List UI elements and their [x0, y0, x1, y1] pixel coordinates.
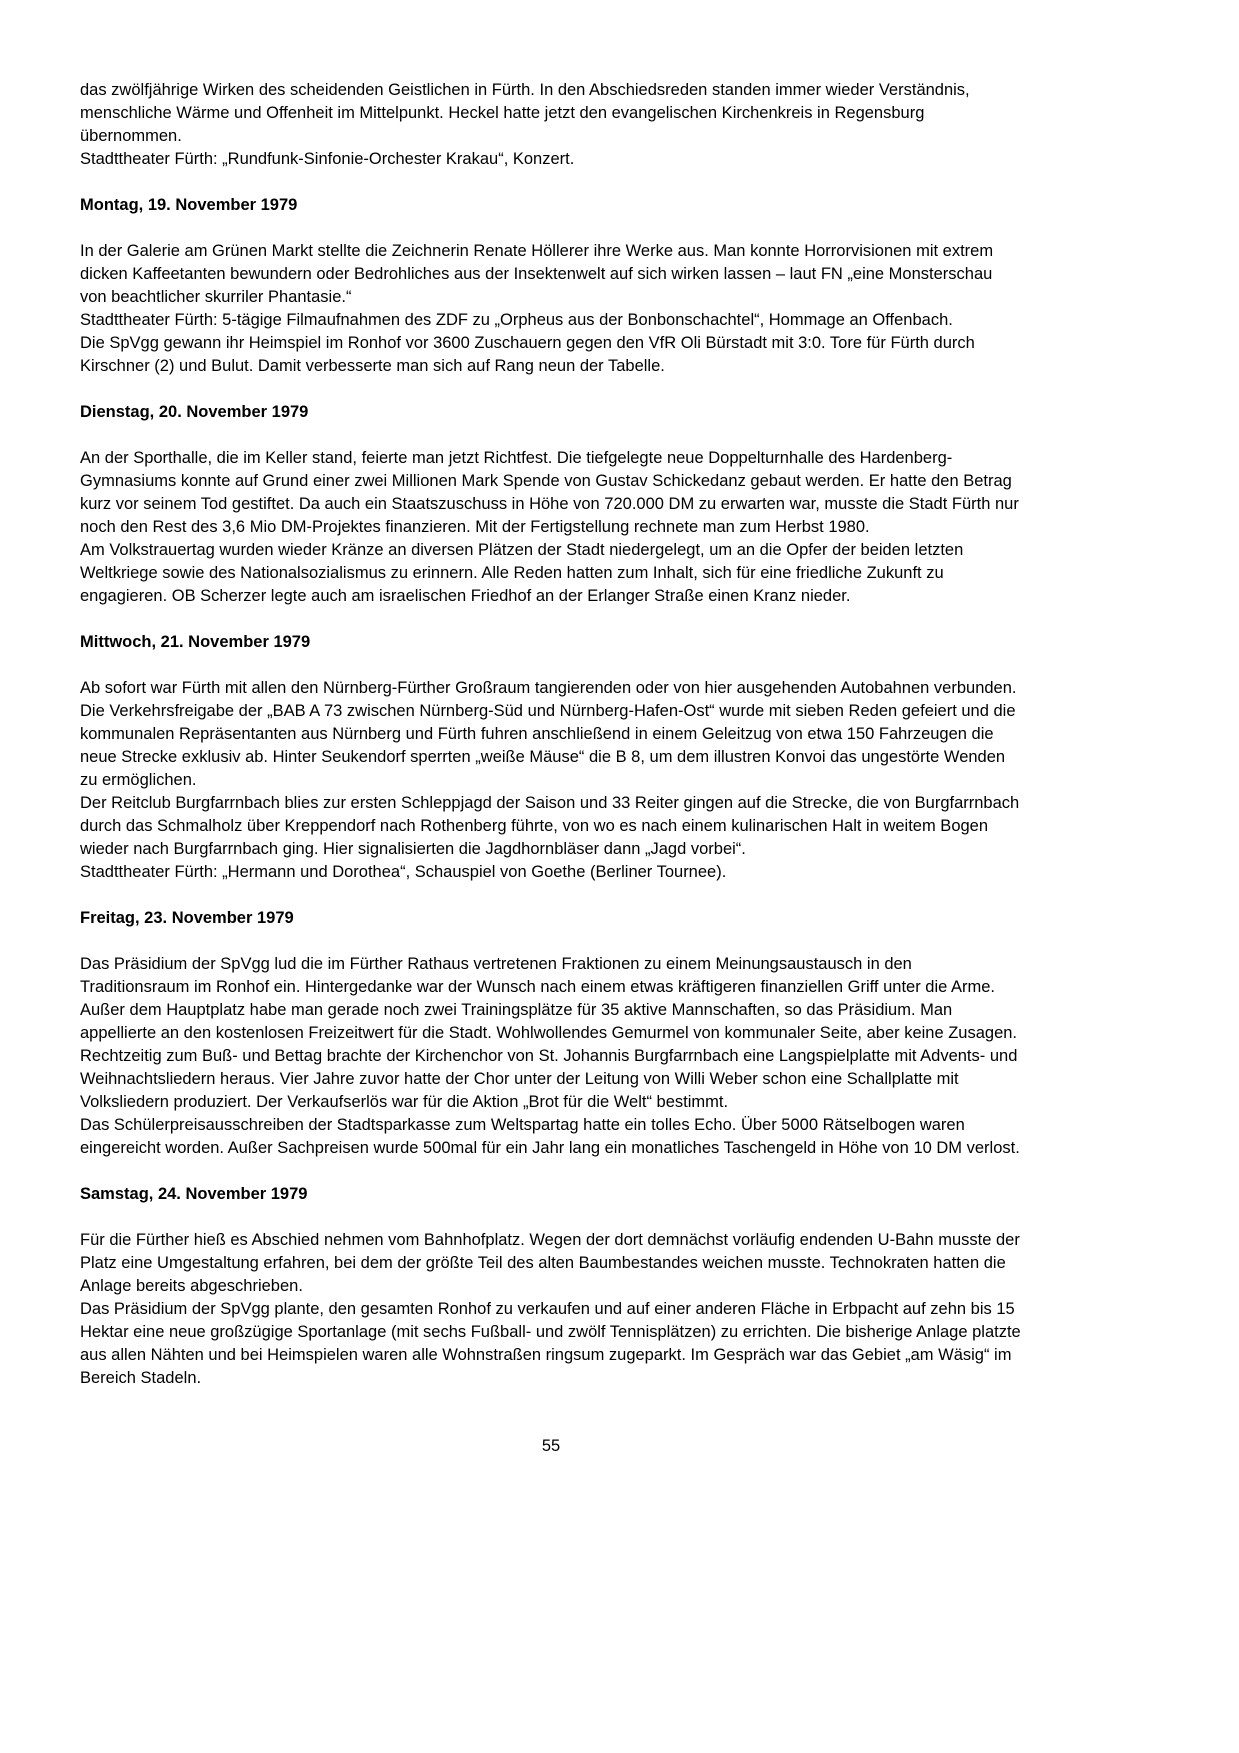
paragraph: Der Reitclub Burgfarrnbach blies zur ersten Schleppjagd der Saison und 33 Reiter gingen auf die Strecke, die von Burgfarrnbach durch das Schmalholz über Kreppendorf nach Rothenberg führte, von wo es nach einem kulinarischen Halt in weitem Bogen wieder nach Burgfarrnbach ging. Hier signalisierten die Jagdhornbläser dann „Jagd vorbei“.	[80, 794, 1020, 858]
section-tuesday-20-november	[80, 401, 1022, 608]
section-monday-19-november	[80, 194, 1022, 378]
section-heading: Mittwoch, 21. November 1979	[80, 633, 311, 651]
paragraph: An der Sporthalle, die im Keller stand, feierte man jetzt Richtfest. Die tiefgelegte neue Doppelturnhalle des Hardenberg-Gymnasiums konnte auf Grund einer zwei Millionen Mark Spende von Gustav Schickedanz gebaut werden. Er hatte den Betrag kurz vor seinem Tod gestiftet. Da auch ein Staatszuschuss in Höhe von 720.000 DM zu erwarten war, musste die Stadt Fürth nur noch den Rest des 3,6 Mio DM-Projektes finanzieren. Mit der Fertigstellung rechnete man zum Herbst 1980.	[80, 449, 1019, 536]
section-saturday-24-november	[80, 1183, 1022, 1390]
intro-paragraph: das zwölfjährige Wirken des scheidenden Geistlichen in Fürth. In den Abschiedsreden standen immer wieder Verständnis, menschliche Wärme und Offenheit im Mittelpunkt. Heckel hatte jetzt den evangelischen Kirchenkreis in Regensburg übernommen.	[80, 81, 970, 145]
paragraph: Die SpVgg gewann ihr Heimspiel im Ronhof vor 3600 Zuschauern gegen den VfR Oli Bürstadt mit 3:0. Tore für Fürth durch Kirschner (2) und Bulut. Damit verbesserte man sich auf Rang neun der Tabelle.	[80, 334, 975, 375]
paragraph: Das Präsidium der SpVgg plante, den gesamten Ronhof zu verkaufen und auf einer anderen Fläche in Erbpacht auf zehn bis 15 Hektar eine neue großzügige Sportanlage (mit sechs Fußball- und zwölf Tennisplätzen) zu errichten. Die bisherige Anlage platzte aus allen Nähten und bei Heimspielen waren alle Wohnstraßen ringsum zugeparkt. Im Gespräch war das Gebiet „am Wäsig“ im Bereich Stadeln.	[80, 1300, 1021, 1387]
document-content	[80, 79, 1022, 1390]
paragraph: Am Volkstrauertag wurden wieder Kränze an diversen Plätzen der Stadt niedergelegt, um an die Opfer der beiden letzten Weltkriege sowie des Nationalsozialismus zu erinnern. Alle Reden hatten zum Inhalt, sich für eine friedliche Zukunft zu engagieren. OB Scherzer legte auch am israelischen Friedhof an der Erlanger Straße einen Kranz nieder.	[80, 541, 964, 605]
paragraph: Für die Fürther hieß es Abschied nehmen vom Bahnhofplatz. Wegen der dort demnächst vorläufig endenden U-Bahn musste der Platz eine Umgestaltung erfahren, bei dem der größte Teil des alten Baumbestandes weichen musste. Technokraten hatten die Anlage bereits abgeschrieben.	[80, 1231, 1020, 1295]
section-wednesday-21-november	[80, 631, 1022, 884]
section-friday-23-november	[80, 907, 1022, 1160]
paragraph: Das Präsidium der SpVgg lud die im Fürther Rathaus vertretenen Fraktionen zu einem Meinungsaustausch in den Traditionsraum im Ronhof ein. Hintergedanke war der Wunsch nach einem etwas kräftigeren finanziellen Griff unter die Arme. Außer dem Hauptplatz habe man gerade noch zwei Trainingsplätze für 35 aktive Mannschaften, so das Präsidium. Man appellierte an den kostenlosen Freizeitwert für die Stadt. Wohlwollendes Gemurmel von kommunaler Seite, aber keine Zusagen.	[80, 955, 1018, 1042]
paragraph: In der Galerie am Grünen Markt stellte die Zeichnerin Renate Höllerer ihre Werke aus. Man konnte Horrorvisionen mit extrem dicken Kaffeetanten bewundern oder Bedrohliches aus der Insektenwelt auf sich wirken lassen – laut FN „eine Monsterschau von beachtlicher skurriler Phantasie.“	[80, 242, 994, 306]
paragraph: Rechtzeitig zum Buß- und Bettag brachte der Kirchenchor von St. Johannis Burgfarrnbach eine Langspielplatte mit Advents- und Weihnachtsliedern heraus. Vier Jahre zuvor hatte der Chor unter der Leitung von Willi Weber schon eine Schallplatte mit Volksliedern produziert. Der Verkaufserlös war für die Aktion „Brot für die Welt“ bestimmt.	[80, 1047, 1018, 1111]
section-heading: Samstag, 24. November 1979	[80, 1185, 308, 1203]
page-number: 55	[541, 1437, 561, 1455]
section-heading: Dienstag, 20. November 1979	[80, 403, 309, 421]
paragraph: Das Schülerpreisausschreiben der Stadtsparkasse zum Weltspartag hatte ein tolles Echo. Über 5000 Rätselbogen waren eingereicht worden. Außer Sachpreisen wurde 500mal für ein Jahr lang ein monatliches Taschengeld in Höhe von 10 DM verlost.	[80, 1116, 1020, 1157]
paragraph: Stadttheater Fürth: 5-tägige Filmaufnahmen des ZDF zu „Orpheus aus der Bonbonschachtel“, Hommage an Offenbach.	[80, 311, 953, 329]
paragraph: Stadttheater Fürth: „Hermann und Dorothea“, Schauspiel von Goethe (Berliner Tournee).	[80, 863, 727, 881]
intro-paragraph: Stadttheater Fürth: „Rundfunk-Sinfonie-Orchester Krakau“, Konzert.	[80, 150, 575, 168]
section-heading: Freitag, 23. November 1979	[80, 909, 294, 927]
paragraph: Ab sofort war Fürth mit allen den Nürnberg-Fürther Großraum tangierenden oder von hier ausgehenden Autobahnen verbunden. Die Verkehrsfreigabe der „BAB A 73 zwischen Nürnberg-Süd und Nürnberg-Hafen-Ost“ wurde mit sieben Reden gefeiert und die kommunalen Repräsentanten aus Nürnberg und Fürth fuhren anschließend in einem Geleitzug von etwa 150 Fahrzeugen die neue Strecke exklusiv ab. Hinter Seukendorf sperrten „weiße Mäuse“ die B 8, um dem illustren Konvoi das ungestörte Wenden zu ermöglichen.	[80, 679, 1017, 789]
section-heading: Montag, 19. November 1979	[80, 196, 298, 214]
